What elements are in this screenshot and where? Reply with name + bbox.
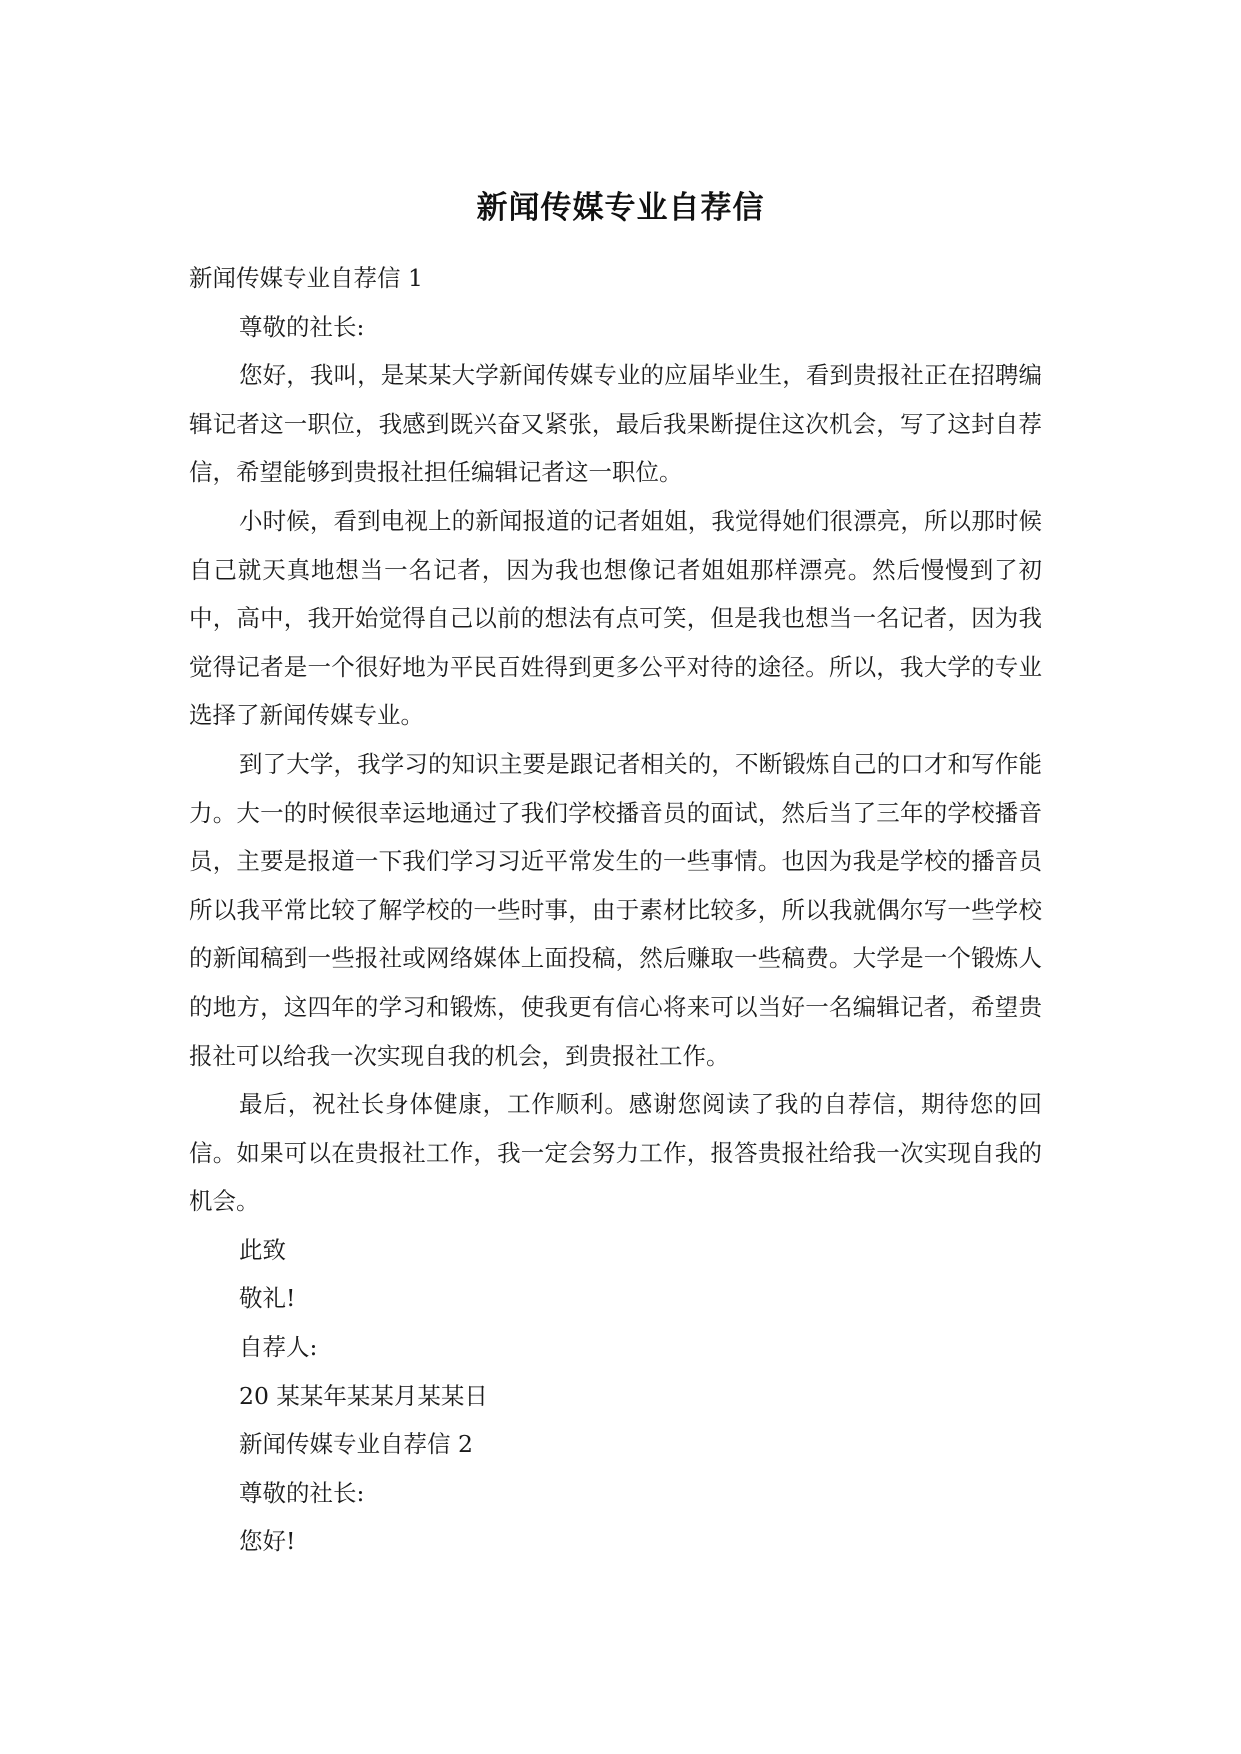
section-heading-1: 新闻传媒专业自荐信 1 bbox=[189, 264, 423, 292]
salutation: 尊敬的社长: bbox=[239, 1478, 365, 1507]
document-body bbox=[189, 254, 1042, 1566]
section-heading-2: 新闻传媒专业自荐信 2 bbox=[239, 1430, 473, 1459]
closing-regards: 敬礼! bbox=[239, 1284, 296, 1313]
body-paragraph: 您好，我叫，是某某大学新闻传媒专业的应届毕业生，看到贵报社正在招聘编辑记者这一职位，我感到既兴奋又紧张，最后我果断提住这次机会，写了这封自荐信，希望能够到贵报社担任编辑记者这一职位。 bbox=[189, 361, 1042, 487]
document-title: 新闻传媒专业自荐信 bbox=[476, 190, 765, 226]
letter-date: 20 某某年某某月某某日 bbox=[239, 1381, 488, 1410]
body-paragraph: 小时候，看到电视上的新闻报道的记者姐姐，我觉得她们很漂亮，所以那时候自己就天真地想当一名记者，因为我也想像记者姐姐那样漂亮。然后慢慢到了初中，高中，我开始觉得自己以前的想法有点可笑，但是我也想当一名记者，因为我觉得记者是一个很好地为平民百姓得到更多公平对待的途径。所以，我大学的专业选择了新闻传媒专业。 bbox=[189, 506, 1042, 730]
closing-phrase: 此致 bbox=[239, 1235, 286, 1264]
body-paragraph: 最后，祝社长身体健康，工作顺利。感谢您阅读了我的自荐信，期待您的回信。如果可以在贵报社工作，我一定会努力工作，报答贵报社给我一次实现自我的机会。 bbox=[189, 1090, 1042, 1216]
body-paragraph: 到了大学，我学习的知识主要是跟记者相关的，不断锻炼自己的口才和写作能力。大一的时候很幸运地通过了我们学校播音员的面试，然后当了三年的学校播音员，主要是报道一下我们学习习近平常发生的一些事情。也因为我是学校的播音员所以我平常比较了解学校的一些时事，由于素材比较多，所以我就偶尔写一些学校的新闻稿到一些报社或网络媒体上面投稿，然后赚取一些稿费。大学是一个锻炼人的地方，这四年的学习和锻炼，使我更有信心将来可以当好一名编辑记者，希望贵报社可以给我一次实现自我的机会，到贵报社工作。 bbox=[189, 749, 1042, 1070]
greeting: 您好! bbox=[239, 1527, 296, 1556]
salutation: 尊敬的社长: bbox=[239, 312, 365, 341]
signature-label: 自荐人: bbox=[239, 1333, 318, 1362]
